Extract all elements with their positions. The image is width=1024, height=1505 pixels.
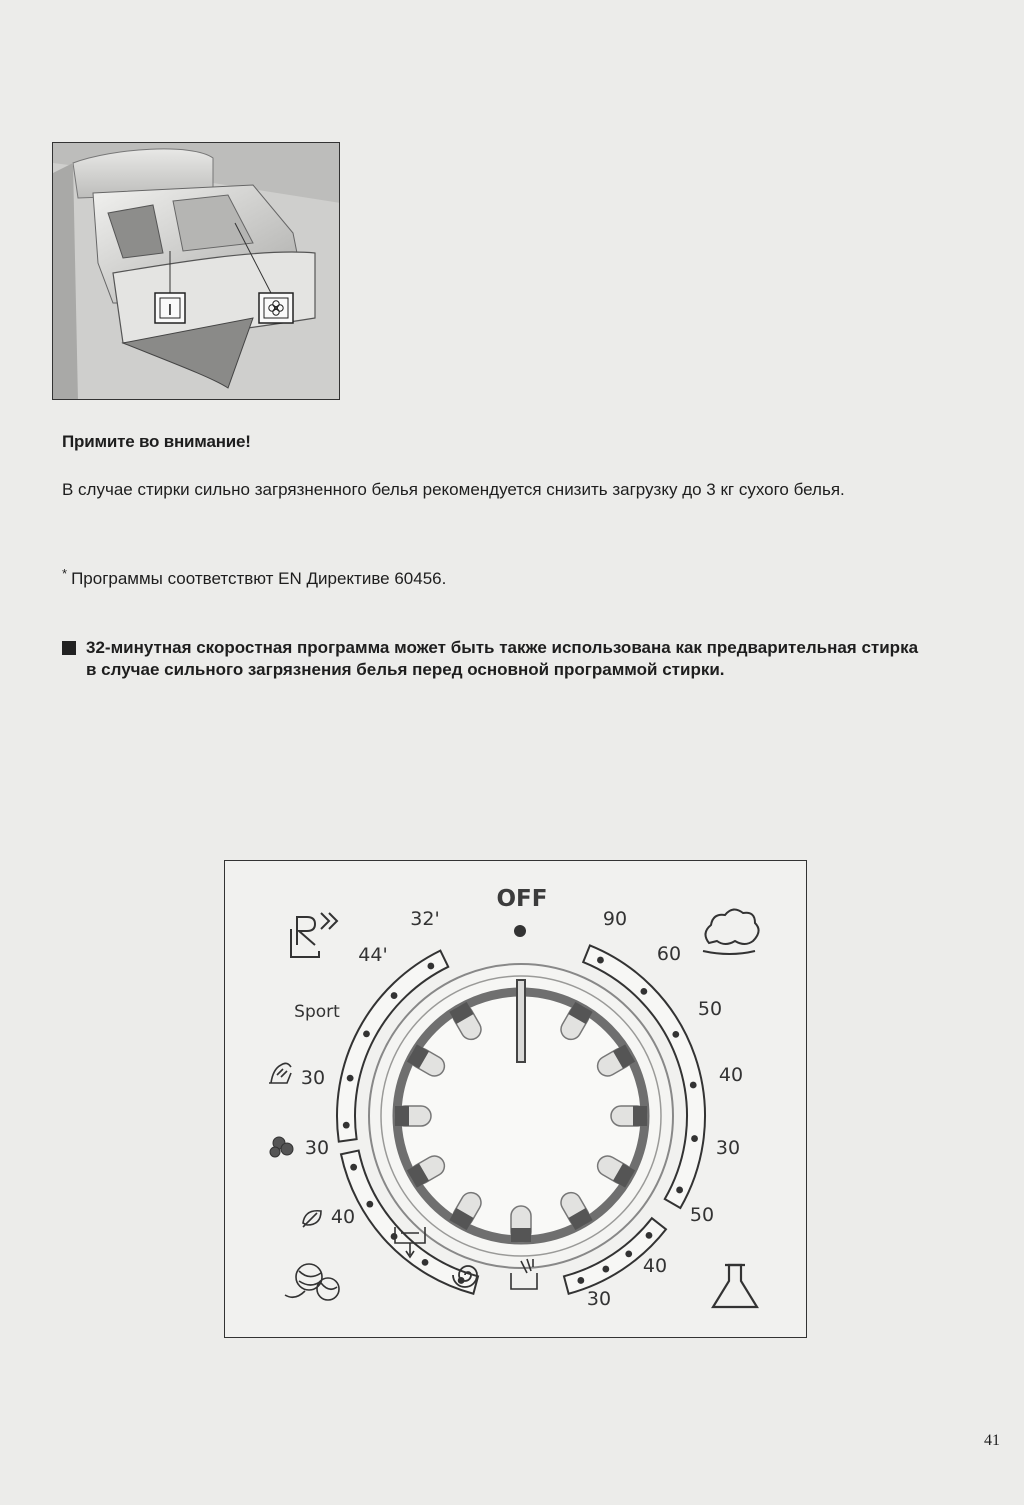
footnote-marker: * <box>62 566 68 581</box>
program-position-dot <box>625 1251 632 1258</box>
softener-marker <box>259 293 293 323</box>
label-sport: Sport <box>294 1002 340 1022</box>
knob-grip-cap <box>395 1106 409 1126</box>
label-synthetic-50: 50 <box>689 1204 715 1226</box>
synthetic-flask-icon <box>713 1265 757 1307</box>
knob-grip-mark <box>511 1206 531 1242</box>
delicate-icon <box>270 1137 293 1157</box>
knob-grip-mark <box>395 1106 431 1126</box>
label-synthetic-40: 40 <box>642 1255 668 1277</box>
program-position-dot <box>363 1030 370 1037</box>
label-cotton-90: 90 <box>602 908 628 930</box>
program-position-dot <box>672 1031 679 1038</box>
label-handwash-30: 30 <box>300 1067 326 1089</box>
knob-grip-cap <box>633 1106 647 1126</box>
dial-off-label: OFF <box>496 886 548 912</box>
program-position-dot <box>640 988 647 995</box>
cotton-icon <box>703 909 759 954</box>
rapid-rinse-icon <box>291 913 337 957</box>
off-dot-icon <box>514 925 526 937</box>
knob-grip-cap <box>511 1228 531 1242</box>
footnote-text: Программы соответствют EN Директиве 60456. <box>71 569 447 588</box>
program-position-dot <box>422 1259 429 1266</box>
wool-icon <box>285 1264 339 1300</box>
footnote <box>62 567 446 592</box>
label-delicate-30: 30 <box>304 1137 330 1159</box>
program-position-dot <box>391 992 398 999</box>
program-position-dot <box>577 1277 584 1284</box>
program-position-dot <box>347 1075 354 1082</box>
label-quick-44: 44' <box>358 944 388 966</box>
label-cotton-40: 40 <box>718 1064 744 1086</box>
label-quick-32: 32' <box>410 908 440 930</box>
program-position-dot <box>676 1187 683 1194</box>
program-position-dot <box>366 1201 373 1208</box>
note-body: В случае стирки сильно загрязненного белья рекомендуется снизить загрузку до 3 кг сухого белья. <box>62 480 845 499</box>
program-position-dot <box>343 1122 350 1129</box>
knob-grip-mark <box>611 1106 647 1126</box>
program-position-dot <box>691 1135 698 1142</box>
program-position-dot <box>597 957 604 964</box>
main-wash-marker <box>155 293 185 323</box>
label-cotton-60: 60 <box>656 943 682 965</box>
label-cotton-30: 30 <box>715 1137 741 1159</box>
knob-pointer <box>517 980 525 1062</box>
leaf-icon <box>303 1211 321 1227</box>
label-synthetic-30: 30 <box>586 1288 612 1310</box>
program-position-dot <box>646 1232 653 1239</box>
quick-program-bullet <box>62 637 922 681</box>
label-eco-40: 40 <box>330 1206 356 1228</box>
note-title: Примите во внимание! <box>62 432 251 451</box>
program-position-dot <box>427 963 434 970</box>
handwash-icon <box>269 1063 291 1083</box>
label-cotton-50: 50 <box>697 998 723 1020</box>
program-position-dot <box>391 1233 398 1240</box>
detergent-drawer-figure <box>52 142 340 400</box>
bullet-square-icon <box>62 641 76 655</box>
main-wash-marker-label: I <box>167 302 173 319</box>
program-dial-panel <box>224 860 807 1338</box>
program-position-dot <box>350 1164 357 1171</box>
program-position-dot <box>690 1082 697 1089</box>
bullet-text: 32-минутная скоростная программа может быть также использована как предварительная стирка в случае сильного загрязнения белья перед основной программой стирки. <box>86 638 919 679</box>
program-position-dot <box>602 1266 609 1273</box>
page-number: 41 <box>984 1432 1000 1449</box>
